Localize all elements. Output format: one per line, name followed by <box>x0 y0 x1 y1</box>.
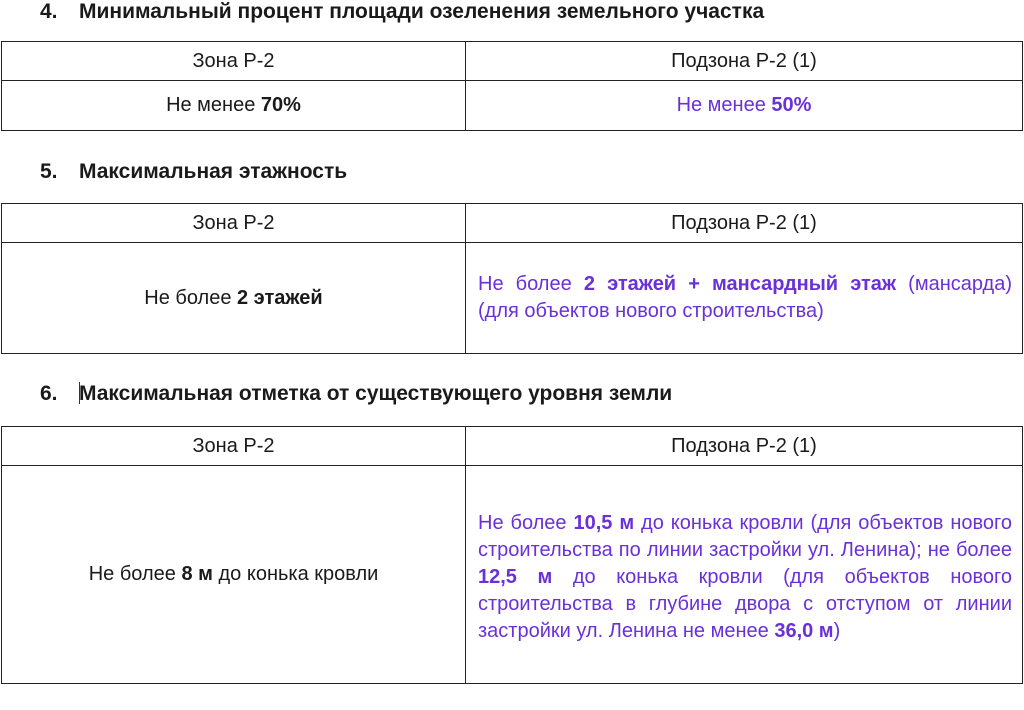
value-text: до конька кровли <box>212 563 379 585</box>
section-4-heading <box>40 0 764 24</box>
value-text: Не более <box>144 286 237 309</box>
section-number: 6. <box>40 382 58 405</box>
table-row <box>2 243 1023 354</box>
table-header-row <box>2 427 1023 466</box>
zone-value <box>2 81 466 131</box>
value-bold: 10,5 м <box>573 512 635 534</box>
subzone-value <box>466 243 1023 354</box>
zone-value <box>2 243 466 354</box>
subzone-value <box>466 466 1023 684</box>
value-text: до конька кровли (для объектов нового строительства в глубине двора с отступом от линии застройки ул. Ленина не менее <box>478 566 1012 642</box>
value-bold: 50% <box>771 94 812 116</box>
value-bold: 36,0 м <box>774 620 834 642</box>
value-text: (мансарда) (для объектов нового строительства) <box>478 273 1013 322</box>
subzone-value <box>466 81 1023 131</box>
value-text: Не менее <box>676 94 772 116</box>
header-subzone: Подзона Р-2 (1) <box>466 427 1023 466</box>
table-header-row <box>2 204 1023 243</box>
section-number: 4. <box>40 0 58 23</box>
value-bold: 12,5 м <box>478 566 553 588</box>
table-header-row <box>2 42 1023 81</box>
section-title: Максимальная отметка от существующего уровня земли <box>79 382 673 405</box>
section-title: Максимальная этажность <box>79 160 348 183</box>
section-5-table <box>1 203 1023 354</box>
section-number: 5. <box>40 160 58 183</box>
header-subzone: Подзона Р-2 (1) <box>466 42 1023 81</box>
section-4-table <box>1 41 1023 131</box>
value-bold: 70% <box>260 94 301 116</box>
table-row <box>2 466 1023 684</box>
value-bold: 2 этажей + мансардный этаж <box>583 273 897 295</box>
value-text: Не более <box>478 512 574 534</box>
value-bold: 2 этажей <box>237 286 323 309</box>
zone-value <box>2 466 466 684</box>
header-zone: Зона Р-2 <box>2 204 466 243</box>
value-text: до конька кровли (для объектов нового строительства по линии застройки ул. Ленина); не более <box>478 512 1012 561</box>
table-row <box>2 81 1023 131</box>
value-bold: 8 м <box>181 563 213 585</box>
section-5-heading <box>40 160 347 184</box>
section-6-table <box>1 426 1023 684</box>
header-subzone: Подзона Р-2 (1) <box>466 204 1023 243</box>
value-text: Не менее <box>166 94 261 116</box>
section-title: Минимальный процент площади озеленения земельного участка <box>79 0 765 23</box>
value-text: ) <box>833 620 841 642</box>
section-6-heading <box>40 382 672 406</box>
header-zone: Зона Р-2 <box>2 427 466 466</box>
value-text: Не более <box>478 273 584 295</box>
header-zone: Зона Р-2 <box>2 42 466 81</box>
value-text: Не более <box>88 563 182 585</box>
